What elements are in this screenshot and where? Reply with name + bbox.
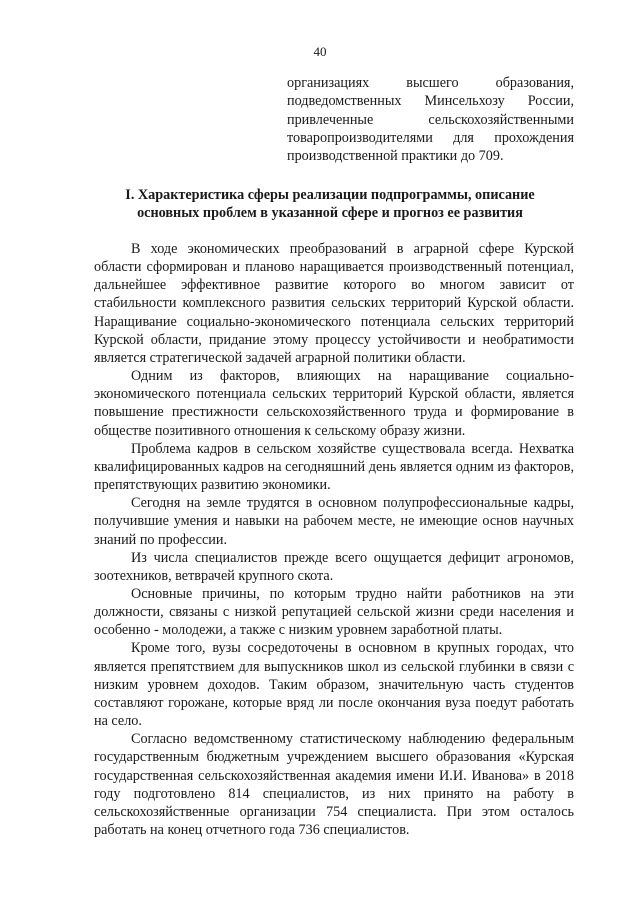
section-heading: I. Характеристика сферы реализации подпрограммы, описание основных проблем в указанной сфере и прогноз ее развития (125, 187, 535, 222)
body-paragraph: Из числа специалистов прежде всего ощущается дефицит агрономов, зоотехников, ветврачей крупного скота. (94, 549, 574, 584)
body-paragraph: Согласно ведомственному статистическому наблюдению федеральным государственным бюджетным учреждением высшего образования «Курская государственная сельскохозяйственная академия имени И.И. Иванова» в 2018 году подготовлено 814 специалистов, из них принято на работу в сельскохозяйственные организации 754 специалиста. При этом осталось работать на конец отчетного года 736 специалистов. (94, 731, 574, 838)
continuation-paragraph: организациях высшего образования, подведомственных Минсельхозу России, привлеченные сельскохозяйственными товаропроизводителями для прохождения производственной практики до 709. (287, 75, 574, 165)
body-paragraph: Основные причины, по которым трудно найти работников на эти должности, связаны с низкой репутацией сельской жизни среди населения и особенно - молодежи, а также с низким уровнем заработной платы. (94, 585, 574, 639)
body-paragraph: Одним из факторов, влияющих на наращивание социально-экономического потенциала сельских территорий Курской области, является повышение престижности сельскохозяйственного труда и формирование в обществе позитивного отношения к сельскому образу жизни. (94, 368, 574, 439)
body-paragraph: Проблема кадров в сельском хозяйстве существовала всегда. Нехватка квалифицированных кадров на сегодняшний день является одним из факторов, препятствующих развитию экономики. (94, 440, 574, 494)
page-number: 40 (313, 44, 327, 59)
body-paragraph: В ходе экономических преобразований в аграрной сфере Курской области сформирован и планово наращивается производственный потенциал, дальнейшее эффективное развитие которого во многом зависит от стабильности комплексного развития сельских территорий Курской области. Наращивание социально-экономического потенциала сельских территорий Курской области, придание этому процессу устойчивости и необратимости является стратегической задачей аграрной политики области. (94, 241, 574, 366)
body-paragraph: Сегодня на земле трудятся в основном полупрофессиональные кадры, получившие умения и навыки на рабочем месте, не имеющие основ научных знаний по профессии. (94, 495, 574, 548)
body-paragraph: Кроме того, вузы сосредоточены в основном в крупных городах, что является препятствием для выпускников школ из сельской глубинки в связи с низким уровнем доходов. Таким образом, значительную часть студентов составляют горожане, которые вряд ли после окончания вуза поедут работать на село. (94, 640, 574, 730)
section-body (94, 240, 574, 839)
